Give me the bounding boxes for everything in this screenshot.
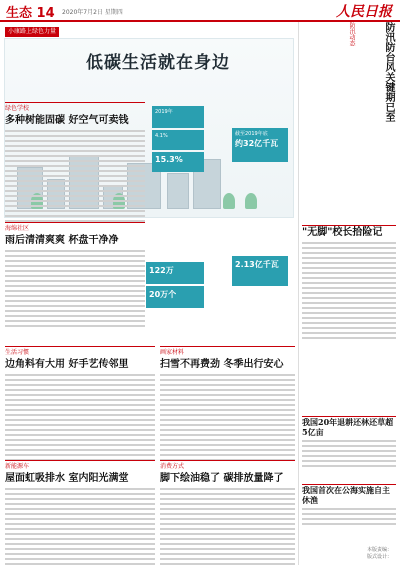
article-kicker: 绿色学校 xyxy=(5,105,30,112)
article-3 xyxy=(5,346,155,456)
section-name: 生态 14 xyxy=(6,6,55,21)
article-2 xyxy=(5,222,145,322)
article-1 xyxy=(5,102,145,220)
right-article xyxy=(302,225,396,395)
footer-designer: 版式设计： xyxy=(366,554,392,560)
right-headline: 防汛防台风关键期已至 xyxy=(383,22,394,122)
article-kicker: 新能源车 xyxy=(5,463,30,470)
article-headline: 屋面虹吸排水 室内阳光满堂 xyxy=(5,473,129,484)
article-6 xyxy=(160,460,295,560)
footer-editor: 本版责编： xyxy=(366,547,392,553)
banner-title: 低碳生活就在身边 xyxy=(86,53,230,73)
masthead-logo: 人民日报 xyxy=(336,4,392,20)
column-divider xyxy=(298,22,299,565)
article-headline: 边角料有大用 好手艺传邻里 xyxy=(5,359,129,370)
brief-headline: 我国20年退耕还林还草超5亿亩 xyxy=(302,417,394,437)
article-headline: 扫雪不再费劲 冬季出行安心 xyxy=(160,359,284,370)
article-4 xyxy=(5,460,155,560)
right-kicker: 防汛动态 xyxy=(348,22,355,46)
page-footer xyxy=(367,547,392,561)
article-headline: "无脚"校长拾险记 xyxy=(302,227,383,238)
brief-headline: 我国首次在公海实施自主休渔 xyxy=(302,485,390,505)
stat-box: 4.1% xyxy=(152,130,204,150)
article-5 xyxy=(160,346,295,456)
stat-box: 20万个 xyxy=(146,286,204,308)
stat-box: 15.3% xyxy=(152,152,204,172)
page-header xyxy=(0,0,400,22)
article-headline: 多种树能固碳 好空气可卖钱 xyxy=(5,115,129,126)
stat-box: 2.13亿千瓦 xyxy=(232,256,288,286)
stat-box: 2019年 xyxy=(152,106,204,128)
article-headline: 脚下绘油稳了 碳排放量降了 xyxy=(160,473,284,484)
dateline: 2020年7月2日 星期四 xyxy=(62,9,123,16)
brief-2 xyxy=(302,484,396,534)
stat-box: 截至2019年底 约32亿千瓦 xyxy=(232,128,288,162)
article-kicker: 消费方式 xyxy=(160,463,185,470)
article-kicker: 生活习惯 xyxy=(5,349,30,356)
article-kicker: 海绵社区 xyxy=(5,225,30,232)
stat-box: 122万 xyxy=(146,262,204,284)
article-kicker: 画家材料 xyxy=(160,349,185,356)
article-headline: 雨后清清爽爽 杯盘干净净 xyxy=(5,235,119,246)
brief-1 xyxy=(302,416,396,476)
column-tag: 小康路上绿色力量 xyxy=(5,27,59,37)
